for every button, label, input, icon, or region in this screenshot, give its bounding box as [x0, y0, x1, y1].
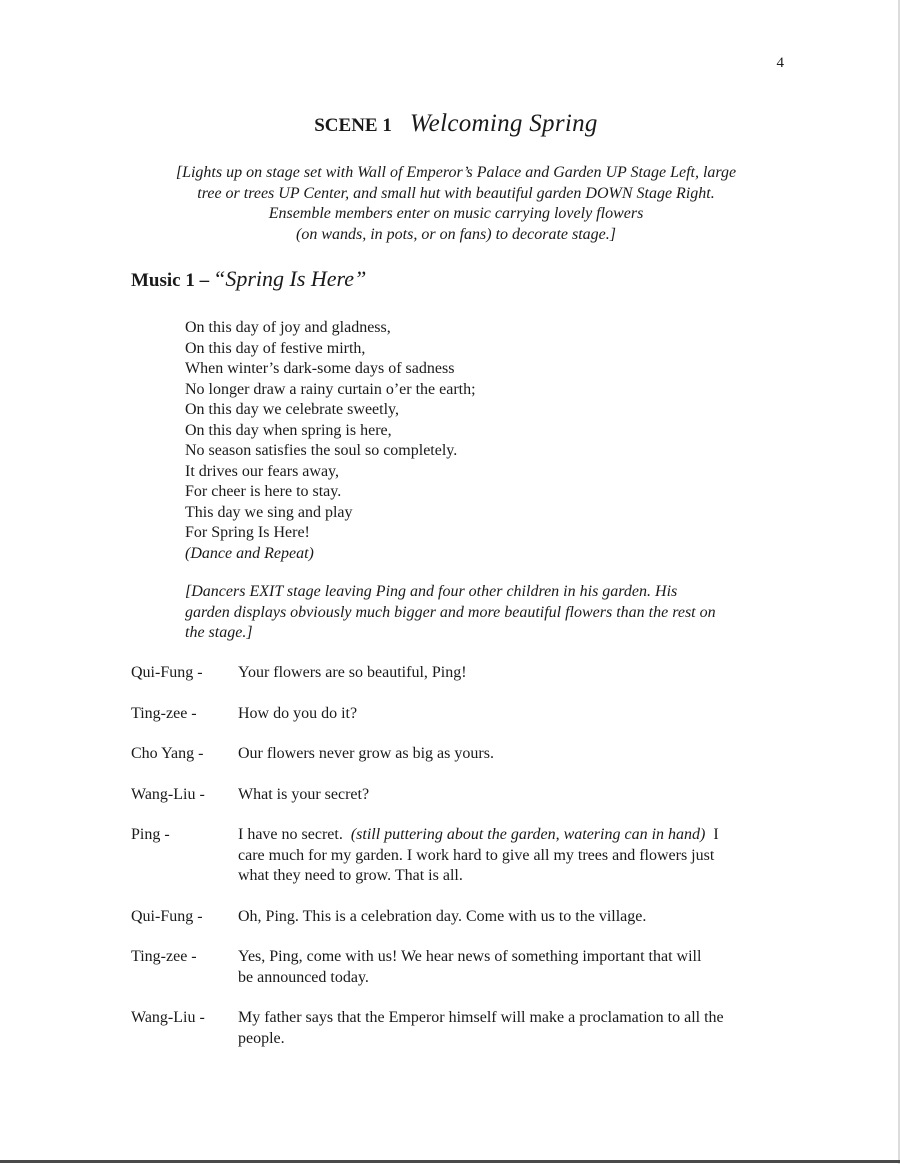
lyric-line: For cheer is here to stay. [185, 483, 342, 500]
scene-label: SCENE 1 [314, 115, 392, 136]
music-cue-label: Music 1 – [131, 270, 210, 291]
speech [238, 704, 791, 725]
speech [238, 785, 791, 806]
song-lyrics [185, 318, 476, 564]
lyric-line: No longer draw a rainy curtain o’er the earth; [185, 380, 476, 398]
speech-line: Our flowers never grow as big as yours. [238, 745, 494, 762]
stage-direction-line: (on wands, in pots, or on fans) to decorate stage.] [296, 225, 616, 243]
lyric-line: For Spring Is Here! [185, 524, 310, 541]
dancers-exit-stage-direction [185, 582, 785, 644]
speaker-name: Ping - [131, 826, 170, 843]
speaker-name: Wang-Liu - [131, 1009, 205, 1026]
speech [238, 1008, 791, 1049]
music-heading [131, 266, 366, 292]
lyric-line: This day we sing and play [185, 503, 353, 521]
speech [238, 663, 791, 684]
page-number: 4 [776, 55, 784, 71]
speech-line: be announced today. [238, 968, 369, 986]
lyric-line: No season satisfies the soul so completely. [185, 442, 458, 459]
dialogue [131, 663, 791, 1069]
speech-line: What is your secret? [238, 785, 370, 803]
speech [238, 947, 791, 988]
page-edge-bottom [0, 1160, 900, 1163]
speaker-name: Cho Yang - [131, 745, 204, 762]
speech-line: Oh, Ping. This is a celebration day. Come with us to the village. [238, 907, 647, 925]
lyric-line: On this day of joy and gladness, [185, 319, 391, 336]
dialogue-line [131, 785, 791, 806]
dialogue-line [131, 947, 791, 988]
lyric-line: It drives our fears away, [185, 462, 340, 480]
scene-title: Welcoming Spring [409, 110, 598, 137]
song-title: “Spring Is Here” [213, 266, 367, 291]
speaker-name: Ting-zee - [131, 948, 197, 965]
speech-line: people. [238, 1029, 285, 1047]
speech-line: what they need to grow. That is all. [238, 867, 463, 884]
dialogue-line [131, 825, 791, 887]
speech-line: Yes, Ping, come with us! We hear news of something important that will [238, 948, 702, 965]
speech-line: Your flowers are so beautiful, Ping! [238, 664, 467, 681]
speech-line: How do you do it? [238, 704, 358, 722]
stage-direction-line: [Lights up on stage set with Wall of Emperor’s Palace and Garden UP Stage Left, large [175, 164, 737, 181]
speech-text: I have no secret. [238, 826, 343, 843]
stage-direction-line: the stage.] [185, 624, 253, 641]
speech-line: care much for my garden. I work hard to give all my trees and flowers just [238, 846, 715, 864]
speaker-name: Qui-Fung - [131, 907, 203, 925]
lyric-line: On this day of festive mirth, [185, 339, 366, 357]
lyric-line: On this day when spring is here, [185, 421, 392, 439]
scene-heading [0, 110, 900, 138]
stage-direction-line: garden displays obviously much bigger and more beautiful flowers than the rest on [185, 603, 716, 621]
lyric-line: When winter’s dark-some days of sadness [185, 360, 455, 377]
dialogue-line [131, 663, 791, 684]
opening-stage-direction [130, 163, 782, 245]
stage-direction-line: tree or trees UP Center, and small hut with beautiful garden DOWN Stage Right. [197, 184, 715, 202]
parenthetical-direction: (still puttering about the garden, watering can in hand) [350, 826, 706, 843]
dialogue-line [131, 704, 791, 725]
speech-line: My father says that the Emperor himself will make a proclamation to all the [238, 1009, 724, 1026]
speech-line [238, 825, 791, 846]
dialogue-line [131, 907, 791, 928]
speaker-name: Wang-Liu - [131, 785, 205, 803]
speech [238, 825, 791, 887]
speaker-name: Ting-zee - [131, 704, 197, 722]
speaker-name: Qui-Fung - [131, 664, 203, 681]
stage-direction-line: Ensemble members enter on music carrying lovely flowers [268, 205, 644, 222]
dialogue-line [131, 1008, 791, 1049]
dialogue-line [131, 744, 791, 765]
lyrics-direction: (Dance and Repeat) [185, 544, 314, 562]
speech-text: I [713, 826, 719, 843]
speech [238, 907, 791, 928]
speech [238, 744, 791, 765]
lyric-line: On this day we celebrate sweetly, [185, 401, 399, 418]
stage-direction-line: [Dancers EXIT stage leaving Ping and four other children in his garden. His [185, 583, 678, 600]
